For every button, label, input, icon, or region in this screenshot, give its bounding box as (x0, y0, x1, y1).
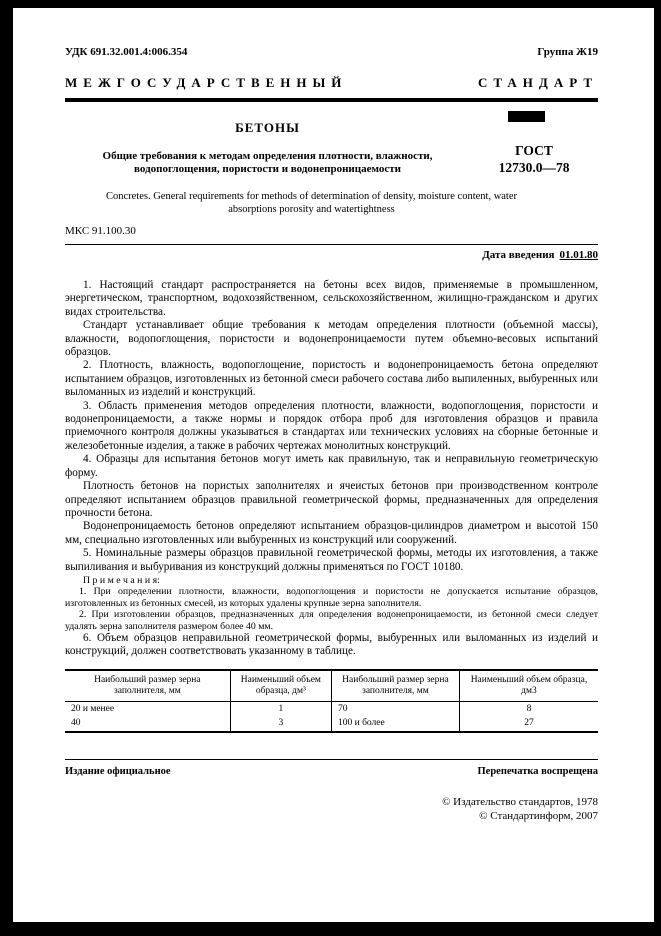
sample-volume-table (65, 669, 598, 733)
table-row (65, 716, 598, 732)
table-header-cell: Наибольший размер зерна заполнителя, мм (331, 670, 459, 702)
document-title: БЕТОНЫ (235, 120, 300, 135)
intro-date-value: 01.01.80 (559, 249, 598, 261)
copyright-block (65, 795, 598, 823)
title-left-column (65, 102, 470, 176)
table-header-cell: Наименьший объем образца, дм³ (230, 670, 331, 702)
copyright-line-1: © Издательство стандартов, 1978 (442, 795, 598, 808)
paragraph-4: 3. Область применения методов определения плотности, влажности, водопоглощения, пористости и водонепроницаемости, а также нормы и порядок отбора проб для изготовления образцов и правила приемочного контроля должны указываться в стандартах или технических условиях на сборные бетонные и железобетонные изделия, а также в рабочих чертежах монолитных конструкций. (65, 399, 598, 452)
standard-type-heading: МЕЖГОСУДАРСТВЕННЫЙ СТАНДАРТ (65, 75, 598, 90)
scan-artifact (508, 111, 545, 122)
document-topline (65, 46, 598, 58)
document-subtitle: Общие требования к методам определения плотности, влажности, водопоглощения, пористости и водонепроницаемости (102, 150, 433, 175)
gost-number: 12730.0—78 (498, 160, 570, 175)
table-header-cell: Наибольший размер зерна заполнителя, мм (65, 670, 230, 702)
copyright-line-2: © Стандартинформ, 2007 (479, 809, 598, 822)
gost-label: ГОСТ (515, 143, 553, 158)
table-cell: 40 (65, 716, 230, 732)
intro-date-label: Дата введения (482, 249, 555, 261)
udk-code: УДК 691.32.001.4:006.354 (65, 46, 188, 58)
paragraph-2: Стандарт устанавливает общие требования к методам определения плотности (объемной массы), влажности, водопоглощения, пористости и водонепроницаемости путем объемно-весовых испытаний образцов. (65, 319, 598, 359)
paragraph-1: 1. Настоящий стандарт распространяется на бетоны всех видов, применяемые в промышленном, энергетическом, транспортном, водохозяйственном, сельскохозяйственном, жилищно-гражданском и других видах строительства. (65, 279, 598, 318)
english-title: Concretes. General requirements for methods of determination of density, moisture content, water absorptions porosity and watertightness (105, 191, 518, 215)
notes-title: П р и м е ч а н и я: (83, 574, 160, 586)
note-2: 2. При изготовлении образцов, предназначенных для определения водонепроницаемости, из бетонной смеси следует удалять зерна заполнителя размером более 40 мм. (65, 609, 598, 632)
group-code: Группа Ж19 (537, 46, 598, 58)
table-cell: 1 (230, 701, 331, 716)
footer-divider (65, 759, 598, 760)
paragraph-5: 4. Образцы для испытания бетонов могут иметь как правильную, так и неправильную геометрическую форму. (65, 453, 598, 479)
paragraph-3: 2. Плотность, влажность, водопоглощение, пористость и водонепроницаемость бетона определяют испытанием образцов, изготовленных из бетонной смеси рабочего состава либо выпиленных, выбуренных или выломанных из изделий и конструкций. (65, 359, 598, 399)
title-block (65, 102, 598, 176)
table-cell: 27 (524, 718, 534, 729)
table-cell: 100 и более (331, 716, 459, 732)
table-cell: 70 (331, 701, 459, 716)
table-cell: 8 (526, 703, 532, 714)
table-cell: 20 и менее (65, 701, 230, 716)
paragraph-6: Плотность бетонов на пористых заполнителях и ячеистых бетонов при производственном контроле определяют испытанием образцов правильной геометрической формы, предназначенных для определения прочности бетона. (65, 480, 598, 519)
footer-notice-row (65, 766, 598, 777)
official-edition-label: Издание официальное (65, 765, 171, 777)
document-body (65, 279, 598, 659)
table-header-row (65, 670, 598, 702)
table-header-cell: Наименьший объем образца, дм3 (459, 670, 598, 702)
paragraph-9: 6. Объем образцов неправильной геометрической формы, выбуренных или выломанных из изделий и конструкций, должен соответствовать указанному в таблице. (65, 631, 598, 658)
header-divider (65, 244, 598, 245)
table-cell: 3 (230, 716, 331, 732)
table-row (65, 701, 598, 716)
paragraph-8: 5. Номинальные размеры образцов правильной геометрической формы, методы их изготовления, а также выпиливания и выбуривания из конструкций должны применяться по ГОСТ 10180. (65, 547, 598, 573)
reprint-prohibited-label: Перепечатка воспрещена (477, 765, 598, 777)
document-page (13, 8, 654, 922)
paragraph-7: Водонепроницаемость бетонов определяют испытанием образцов-цилиндров диаметром и высотой 150 мм, специально изготовленных или выбуренных из конструкций или сооружений. (65, 520, 598, 546)
note-1: 1. При определении плотности, влажности, водопоглощения и пористости не допускается испытание образцов, изготовленных из бетонных смесей, из которых удалены крупные зерна заполнителя. (65, 586, 598, 609)
introduction-date-line (65, 249, 598, 261)
mks-code: МКС 91.100.30 (65, 225, 136, 237)
